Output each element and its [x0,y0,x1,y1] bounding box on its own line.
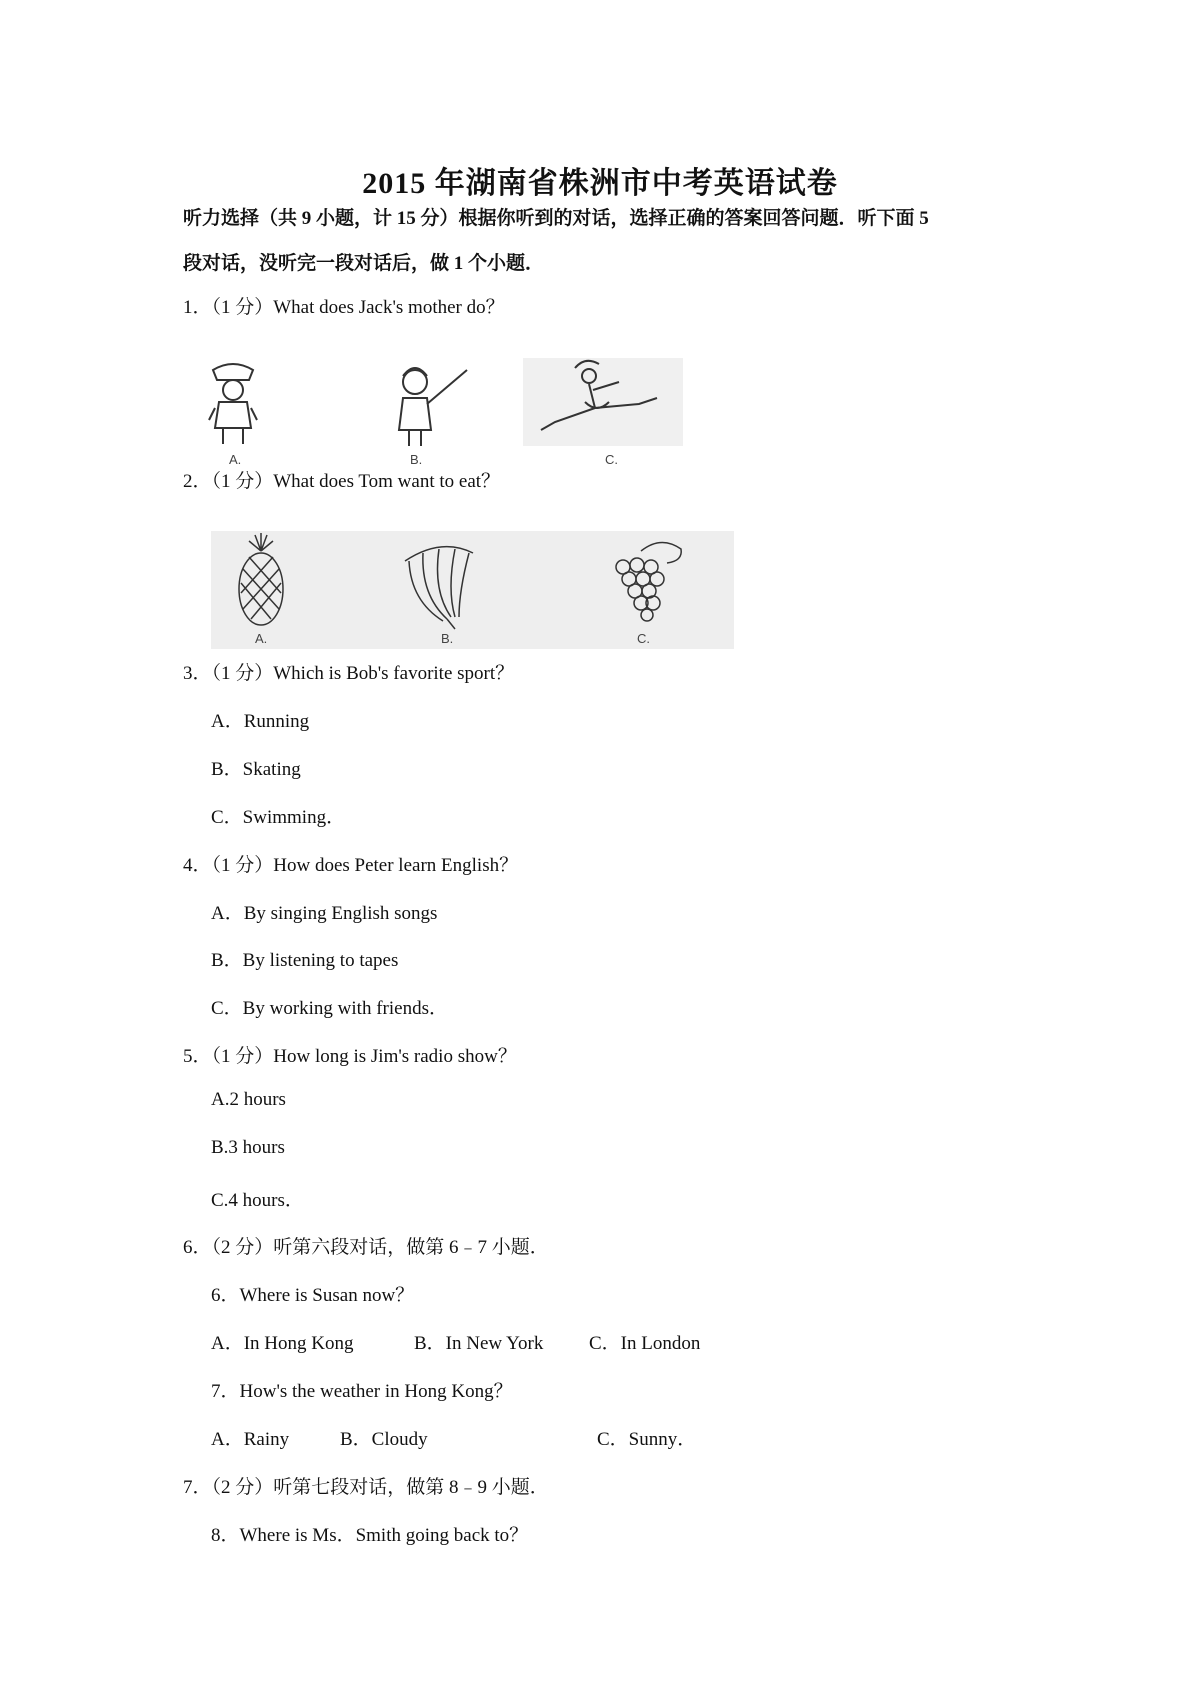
page-title: 2015 年湖南省株洲市中考英语试卷 [362,167,838,200]
question-4-option-a: A．By singing English songs [211,903,438,924]
question-7-subquestion-8: 8．Where is Ms．Smith going back to？ [211,1525,529,1546]
question-4-option-b: B．By listening to tapes [211,950,399,971]
question-7-stem: 7．（2 分）听第七段对话，做第 8﹣9 小题． [183,1477,549,1498]
q2-label-c: C. [637,631,650,646]
pineapple-icon [239,533,283,625]
question-5-option-c: C.4 hours． [211,1190,304,1211]
question-3-option-b: B．Skating [211,759,301,780]
question-6-stem: 6．（2 分）听第六段对话，做第 6﹣7 小题． [183,1237,549,1258]
q2-label-b: B. [441,631,454,646]
question-1-stem: 1．（1 分）What does Jack's mother do？ [183,297,505,318]
question-4-option-c: C．By working with friends． [211,998,448,1019]
q1-label-a: A. [229,452,242,467]
section-instructions-line-1: 听力选择（共 9 小题，计 15 分）根据你听到的对话，选择正确的答案回答问题．听下面 5 [183,208,929,229]
bananas-icon [405,547,473,629]
dancer-background [523,358,683,446]
question-1-picture-options [205,358,685,468]
question-6-subquestion-7: 7．How's the weather in Hong Kong？ [211,1381,513,1402]
cook-figure-icon [209,364,257,444]
question-3-option-c: C．Swimming． [211,807,346,828]
q1-label-c: C. [605,452,618,467]
question-6-sub6-option-b: B．In New York [414,1333,544,1354]
teacher-with-pointer-icon [399,368,467,446]
section-instructions-line-2: 段对话，没听完一段对话后，做 1 个小题． [183,253,545,274]
question-3-option-a: A．Running [211,711,310,732]
grapes-icon [616,542,681,621]
q2-label-a: A. [255,631,268,646]
question-5-option-a: A.2 hours [211,1089,286,1110]
question-5-option-b: B.3 hours [211,1137,285,1158]
question-6-sub6-option-a: A．In Hong Kong [211,1333,354,1354]
question-5-stem: 5．（1 分）How long is Jim's radio show？ [183,1046,517,1067]
question-6-sub7-option-b: B．Cloudy [340,1429,428,1450]
question-4-stem: 4．（1 分）How does Peter learn English？ [183,855,519,876]
q1-label-b: B. [410,452,423,467]
question-2-picture-options [211,531,734,649]
question-6-subquestion-6: 6．Where is Susan now？ [211,1285,415,1306]
question-6-sub6-option-c: C．In London [589,1333,701,1354]
question-1-svg [205,358,685,468]
question-2-stem: 2．（1 分）What does Tom want to eat？ [183,471,501,492]
question-2-svg [211,531,734,649]
question-3-stem: 3．（1 分）Which is Bob's favorite sport？ [183,663,515,684]
question-6-sub7-option-a: A．Rainy [211,1429,290,1450]
question-6-sub7-option-c: C．Sunny． [597,1429,697,1450]
